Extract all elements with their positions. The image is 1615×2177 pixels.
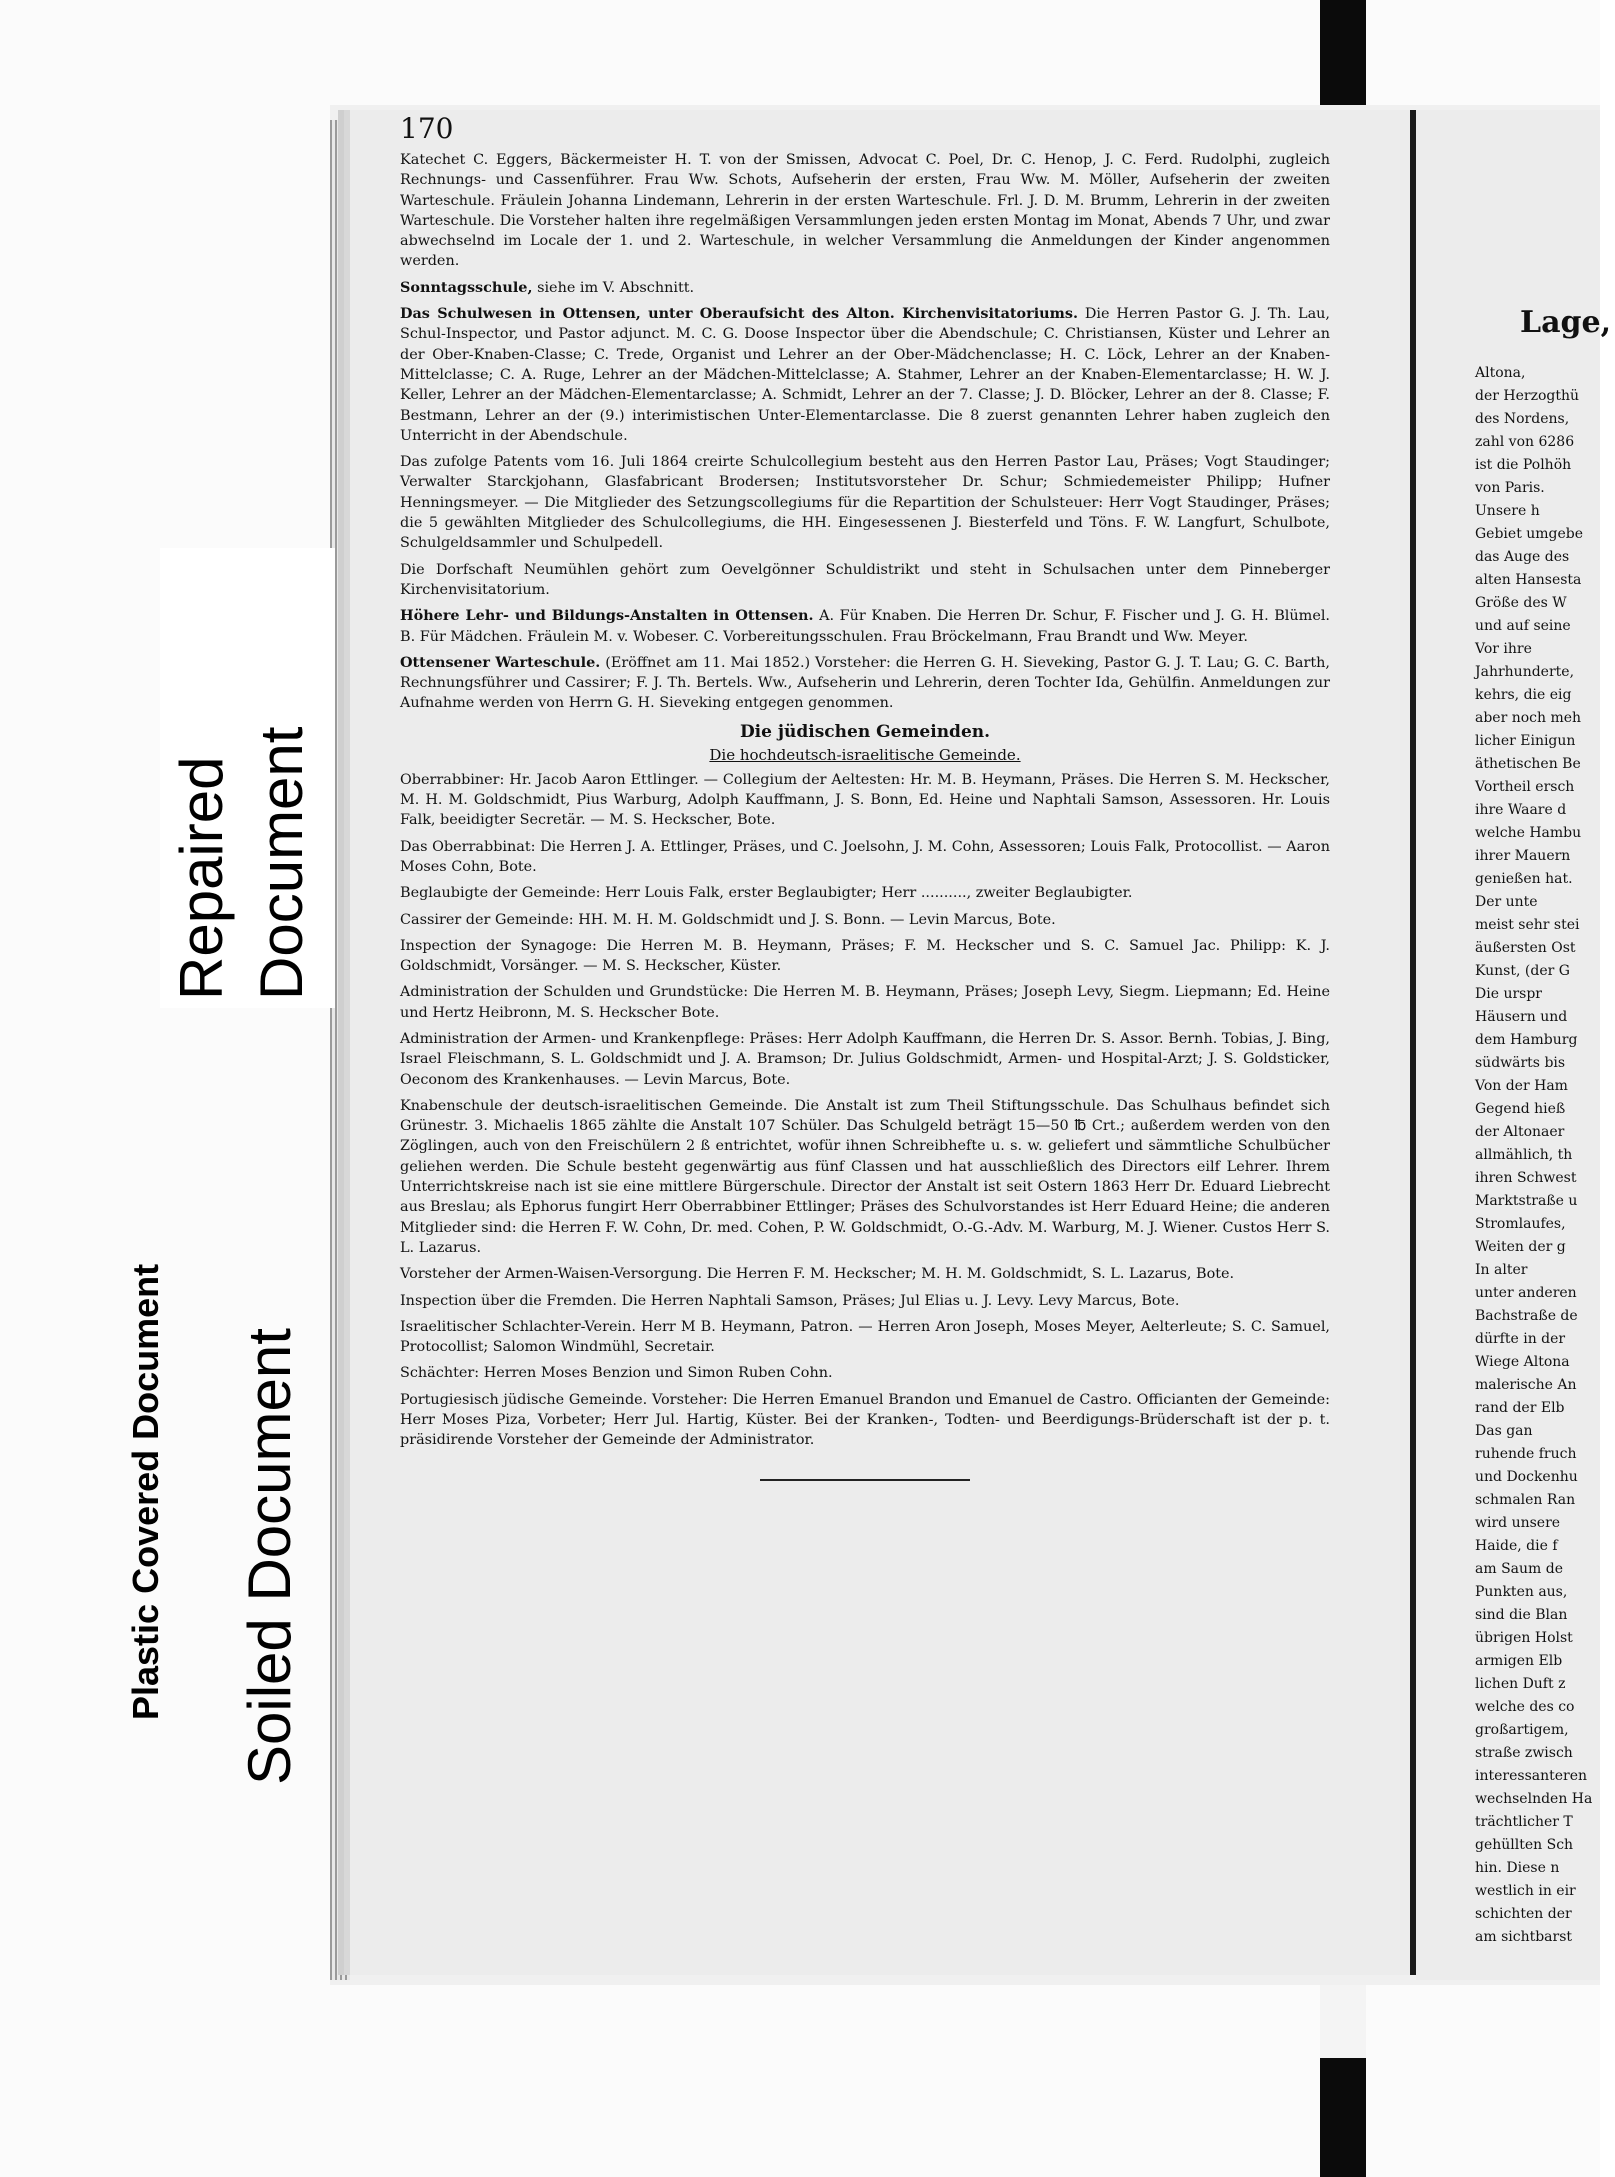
right-page-line: schmalen Ran (1475, 1492, 1576, 1508)
right-page-line: der Herzogthü (1475, 388, 1580, 404)
right-page-line: straße zwisch (1475, 1745, 1573, 1761)
right-page-line: Kunst, (der G (1475, 963, 1570, 979)
right-page-line: rand der Elb (1475, 1400, 1565, 1416)
right-page-line: äußersten Ost (1475, 940, 1576, 956)
paragraph-sonntagsschule (400, 278, 1330, 298)
right-page-line: Größe des W (1475, 595, 1567, 611)
section-subtitle: Die hochdeutsch-israelitische Gemeinde. (709, 745, 1021, 764)
right-page-line: Von der Ham (1475, 1078, 1568, 1094)
paragraph-schulcollegium (400, 452, 1330, 553)
paragraph-heading: Ottensener Warteschule. (400, 653, 601, 671)
right-page-line: südwärts bis (1475, 1055, 1566, 1071)
right-page-line: sind die Blan (1475, 1607, 1568, 1623)
right-page-line: Unsere h (1475, 503, 1540, 519)
right-page-line: Stromlaufes, (1475, 1216, 1566, 1232)
right-page-line: das Auge des (1475, 549, 1570, 565)
right-page-line: malerische An (1475, 1377, 1577, 1393)
right-page-line: allmählich, th (1475, 1147, 1573, 1163)
paragraph-knabenschule: Knabenschule der deutsch-israelitischen Gemeinde. Die Anstalt ist zum Theil Stiftungsschule. Das Schulhaus befindet sich Grünestr. 3. Michaelis 1865 zählte die Anstalt 107 Schüler. Das Schulgeld beträgt 15—50 ℔ Crt.; außerdem werden von den Zöglingen, auch von den Freischülern 2 ß entrichtet, wofür ihnen Schreibhefte u. s. w. geliefert und sämmtliche Schulbücher geliehen werden. Die Schule besteht gegenwärtig aus fünf Classen und hat ausschließlich des Directors eilf Lehrer. Ihrem Unterrichtskreise nach ist sie eine mittlere Bürgerschule. Director der Anstalt ist seit Ostern 1863 Herr Dr. Eduard Liebrecht aus Breslau; als Ephorus fungirt Herr Oberrabbiner Ettlinger; Präses des Schulvorstandes ist Herr Eduard Heine; die anderen Mitglieder sind: die Herren F. W. Cohn, Dr. med. Cohen, P. W. Goldschmidt, O.-G.-Adv. M. Warburg, M. J. Wiener. Custos Herr S. L. Lazarus. (400, 1097, 1330, 1256)
right-page-line: zahl von 6286 (1475, 434, 1575, 450)
right-page-line: aber noch meh (1475, 710, 1582, 726)
right-page-line: übrigen Holst (1475, 1630, 1573, 1646)
paragraph-text: (Eröffnet am 11. Mai 1852.) Vorsteher: die Herren G. H. Sieveking, Pastor G. J. T. Lau; G. C. Barth, Rechnungsführer und Cassirer; F. J. Th. Bertels. Ww., Aufseherin und Lehrerin, deren Tochter Ida, Gehülfin. Anmeldungen zur Aufnahme werden von Herrn G. H. Sieveking entgegen genommen. (400, 654, 1330, 712)
repaired-label-text: Repaired Document (168, 726, 315, 1000)
page-content (400, 112, 1330, 1481)
plastic-covered-label (125, 1264, 167, 1720)
right-page-line: kehrs, die eig (1475, 687, 1572, 703)
paragraph-waisen: Vorsteher der Armen-Waisen-Versorgung. Die Herren F. M. Heckscher; M. H. M. Goldschmidt, S. L. Lazarus, Bote. (400, 1266, 1235, 1283)
right-page-line: lichen Duft z (1475, 1676, 1566, 1692)
right-page-line: und auf seine (1475, 618, 1571, 634)
page-edges (330, 120, 350, 1980)
paragraph-schulwesen-ottensen (400, 304, 1330, 446)
right-page-line: Altona, (1475, 365, 1526, 381)
right-page-line: Weiten der g (1475, 1239, 1566, 1255)
page-number: 170 (400, 112, 454, 145)
right-page-line: welche Hambu (1475, 825, 1582, 841)
right-page-line: Die urspr (1475, 986, 1542, 1002)
right-lines-container (1475, 362, 1615, 1949)
paragraph-text: Katechet C. Eggers, Bäckermeister H. T. von der Smissen, Advocat C. Poel, Dr. C. Henop, J. C. Ferd. Rudolphi, zugleich Rechnungs- und Cassenführer. Frau Ww. Schots, Aufseherin der ersten, Frau Ww. M. Möller, Aufseherin der zweiten Warteschule. Fräulein Johanna Lindemann, Lehrerin in der ersten Warteschule. Frl. J. D. M. Brumm, Lehrerin in der zweiten Warteschule. Die Vorsteher halten ihre regelmäßigen Versammlungen jeden ersten Montag im Monat, Abends 7 Uhr, und zwar abwechselnd im Locale der 1. und 2. Warteschule, in welcher Versammlung die Anmeldungen der Kinder angenommen werden. (400, 152, 1330, 270)
paragraph-warteschule-board (400, 150, 1330, 272)
right-page-title: Lage, (1520, 305, 1612, 340)
paragraph-ottensener-warteschule (400, 653, 1330, 714)
right-page-line: Jahrhunderte, (1475, 664, 1575, 680)
paragraph-schaechter: Schächter: Herren Moses Benzion und Simon Ruben Cohn. (400, 1365, 833, 1382)
right-page-line: ihrer Mauern (1475, 848, 1571, 864)
right-page-line: des Nordens, (1475, 411, 1570, 427)
paragraph-schlachter: Israelitischer Schlachter-Verein. Herr M B. Heymann, Patron. — Herren Aron Joseph, Moses Meyer, Aelterleute; S. C. Samuel, Protocollist; Salomon Windmühl, Secretair. (400, 1318, 1330, 1356)
right-page-line: hin. Diese n (1475, 1860, 1560, 1876)
paragraph-schulden: Administration der Schulden und Grundstücke: Die Herren M. B. Heymann, Präses; Joseph Levy, Siegm. Liepmann; Ed. Heine und Hertz Heibronn, M. S. Heckscher Bote. (400, 984, 1330, 1021)
right-page-line: am sichtbarst (1475, 1929, 1573, 1945)
right-page-line: gehüllten Sch (1475, 1837, 1574, 1853)
right-page-line: interessanteren (1475, 1768, 1588, 1784)
right-page-line: unter anderen (1475, 1285, 1577, 1301)
paragraph-heading: Höhere Lehr- und Bildungs-Anstalten in Ottensen. (400, 607, 814, 625)
paragraph-oberrabbinat: Das Oberrabbinat: Die Herren J. A. Ettlinger, Präses, und C. Joelsohn, J. M. Cohn, Assessoren; Louis Falk, Protocollist. — Aaron Moses Cohn, Bote. (400, 838, 1330, 875)
right-page-line: am Saum de (1475, 1561, 1563, 1577)
right-page-line: Punkten aus, (1475, 1584, 1568, 1600)
right-page-line: Bachstraße de (1475, 1308, 1578, 1324)
end-rule (760, 1479, 970, 1481)
paragraph-heading: Sonntagsschule, (400, 278, 533, 296)
paragraph-armenpflege: Administration der Armen- und Krankenpflege: Präses: Herr Adolph Kauffmann, die Herren Dr. S. Assor. Bernh. Tobias, J. Bing, Israel Fleischmann, S. L. Goldschmidt und J. A. Bramson; Dr. Julius Goldschmidt, Armen- und Hospital-Arzt; J. S. Goldsticker, Oeconom des Krankenhauses. — Levin Marcus, Bote. (400, 1030, 1330, 1088)
right-page-line: Wiege Altona (1475, 1354, 1570, 1370)
scanner-strip-gap (1320, 1978, 1366, 2058)
right-page-line: Der unte (1475, 894, 1538, 910)
right-page-line: armigen Elb (1475, 1653, 1563, 1669)
right-page-line: ihre Waare d (1475, 802, 1567, 818)
paragraph-cassirer: Cassirer der Gemeinde: HH. M. H. M. Goldschmidt und J. S. Bonn. — Levin Marcus, Bote. (400, 911, 1056, 928)
right-page-line: Gebiet umgebe (1475, 526, 1584, 542)
right-page-line: meist sehr stei (1475, 917, 1580, 933)
paragraph-hoehere-anstalten (400, 606, 1330, 647)
right-page-line: welche des co (1475, 1699, 1575, 1715)
right-page-line: dem Hamburg (1475, 1032, 1578, 1048)
paragraph-neumuehlen (400, 560, 1330, 601)
paragraph-oberrabbiner: Oberrabbiner: Hr. Jacob Aaron Ettlinger. — Collegium der Aeltesten: Hr. M. B. Heymann, Präses. Die Herren S. M. Heckscher, M. H. M. Goldschmidt, Pius Warburg, Adolph Kauffmann, J. S. Bonn, Ed. Heine und Naphtali Samson, Assessoren. Hr. Louis Falk, beeidigter Secretär. — M. S. Heckscher, Bote. (400, 771, 1330, 829)
right-page-line: von Paris. (1475, 480, 1545, 496)
right-page-line: schichten der (1475, 1906, 1572, 1922)
paragraph-text: siehe im V. Abschnitt. (537, 279, 695, 296)
right-page-line: Haide, die f (1475, 1538, 1558, 1554)
right-page-line: großartigem, (1475, 1722, 1569, 1738)
right-page-line: In alter (1475, 1262, 1528, 1278)
right-page-line: wechselnden Ha (1475, 1791, 1593, 1807)
paragraph-heading: Das Schulwesen in Ottensen, unter Oberaufsicht des Alton. Kirchenvisitatoriums. (400, 305, 1078, 323)
soiled-label-text: Soiled Document (236, 1328, 303, 1785)
right-page-line: licher Einigun (1475, 733, 1576, 749)
right-page-line: ist die Polhöh (1475, 457, 1572, 473)
right-page-line: Vortheil ersch (1475, 779, 1575, 795)
paragraph-synagoge: Inspection der Synagoge: Die Herren M. B. Heymann, Präses; F. M. Heckscher und S. C. Samuel Jac. Philipp: K. J. Goldschmidt, Vorsänger. — M. S. Heckscher, Küster. (400, 937, 1330, 975)
section-title: Die jüdischen Gemeinden. (739, 721, 991, 742)
right-page-line: Vor ihre (1475, 641, 1532, 657)
right-page-line: äthetischen Be (1475, 756, 1581, 772)
right-page-line: wird unsere (1475, 1515, 1561, 1531)
plastic-covered-label-text: Plastic Covered Document (125, 1263, 166, 1720)
paragraph-portugiesisch: Portugiesisch jüdische Gemeinde. Vorsteher: Die Herren Emanuel Brandon und Emanuel de Castro. Officianten der Gemeinde: Herr Moses Piza, Vorbeter; Herr Jul. Hartig, Küster. Bei der Kranken-, Todten- und Beerdigungs-Brüderschaft ist der p. t. präsidirende Vorsteher der Gemeinde der Administrator. (400, 1391, 1330, 1449)
paragraph-text: Die Dorfschaft Neumühlen gehört zum Oevelgönner Schuldistrikt und steht in Schulsachen unter dem Pinneberger Kirchenvisitatorium. (400, 561, 1330, 598)
right-page-line: und Dockenhu (1475, 1469, 1578, 1485)
paragraph-text: Das zufolge Patents vom 16. Juli 1864 creirte Schulcollegium besteht aus den Herren Pastor Lau, Präses; Vogt Staudinger; Verwalter Starckjohann, Glasfabricant Brodersen; Institutsvorsteher Dr. Schur; Schmiedemeister Philipp; Hufner Henningsmeyer. — Die Mitglieder des Setzungscollegiums für die Repartition der Schulsteuer: Herr Vogt Staudinger, Präses; die 5 gewählten Mitglieder des Schulcollegiums, die HH. Eingesessenen J. Biesterfeld und Töns. F. W. Langfurt, Schulbote, Schulgeldsammler und Schulpedell. (400, 454, 1330, 552)
paragraph-text: A. Für Knaben. Die Herren Dr. Schur, F. Fischer und J. G. H. Blümel. B. Für Mädchen. Fräulein M. v. Wobeser. C. Vorbereitungsschulen. Frau Bröckelmann, Frau Brandt und Ww. Meyer. (400, 608, 1331, 645)
right-page-line: westlich in eir (1475, 1883, 1576, 1899)
right-page-line: genießen hat. (1475, 871, 1573, 887)
paragraph-text: Die Herren Pastor G. J. Th. Lau, Schul-Inspector, und Pastor adjunct. M. C. G. Doose Inspector über die Abendschule; C. Christiansen, Küster und Lehrer an der Ober-Knaben-Classe; C. Trede, Organist und Lehrer an der Ober-Mädchenclasse; H. C. Löck, Lehrer an der Knaben-Mittelclasse; C. A. Ruge, Lehrer an der Mädchen-Mittelclasse; A. Stahmer, Lehrer an der Knaben-Elementarclasse; H. W. J. Keller, Lehrer an der Mädchen-Elementarclasse; A. Schmidt, Lehrer an der 7. Classe; J. D. Blöcker, Lehrer an der 8. Classe; F. Bestmann, Lehrer an der (9.) interimistischen Unter-Elementarclasse. Die 8 zuerst genannten Lehrer haben zugleich den Unterricht in der Abendschule. (400, 306, 1330, 444)
repaired-label (162, 560, 322, 1000)
right-page-line: dürfte in der (1475, 1331, 1566, 1347)
right-page-line: der Altonaer (1475, 1124, 1565, 1140)
right-page-line: Gegend hieß (1475, 1101, 1566, 1117)
right-page-line: Das gan (1475, 1423, 1533, 1439)
right-page-lines (1475, 362, 1615, 1949)
right-page-line: ruhende fruch (1475, 1446, 1577, 1462)
right-page-line: alten Hansesta (1475, 572, 1582, 588)
right-page-line: trächtlicher T (1475, 1814, 1573, 1830)
right-page-line: ihren Schwest (1475, 1170, 1577, 1186)
soiled-label (235, 1328, 304, 1785)
paragraph-fremden: Inspection über die Fremden. Die Herren Naphtali Samson, Präses; Jul Elias u. J. Levy. Levy Marcus, Bote. (400, 1292, 1180, 1309)
right-page-line: Marktstraße u (1475, 1193, 1578, 1209)
right-page-line: Häusern und (1475, 1009, 1568, 1025)
paragraph-beglaubigte: Beglaubigte der Gemeinde: Herr Louis Falk, erster Beglaubigter; Herr .........., zweiter Beglaubigter. (400, 885, 1133, 902)
